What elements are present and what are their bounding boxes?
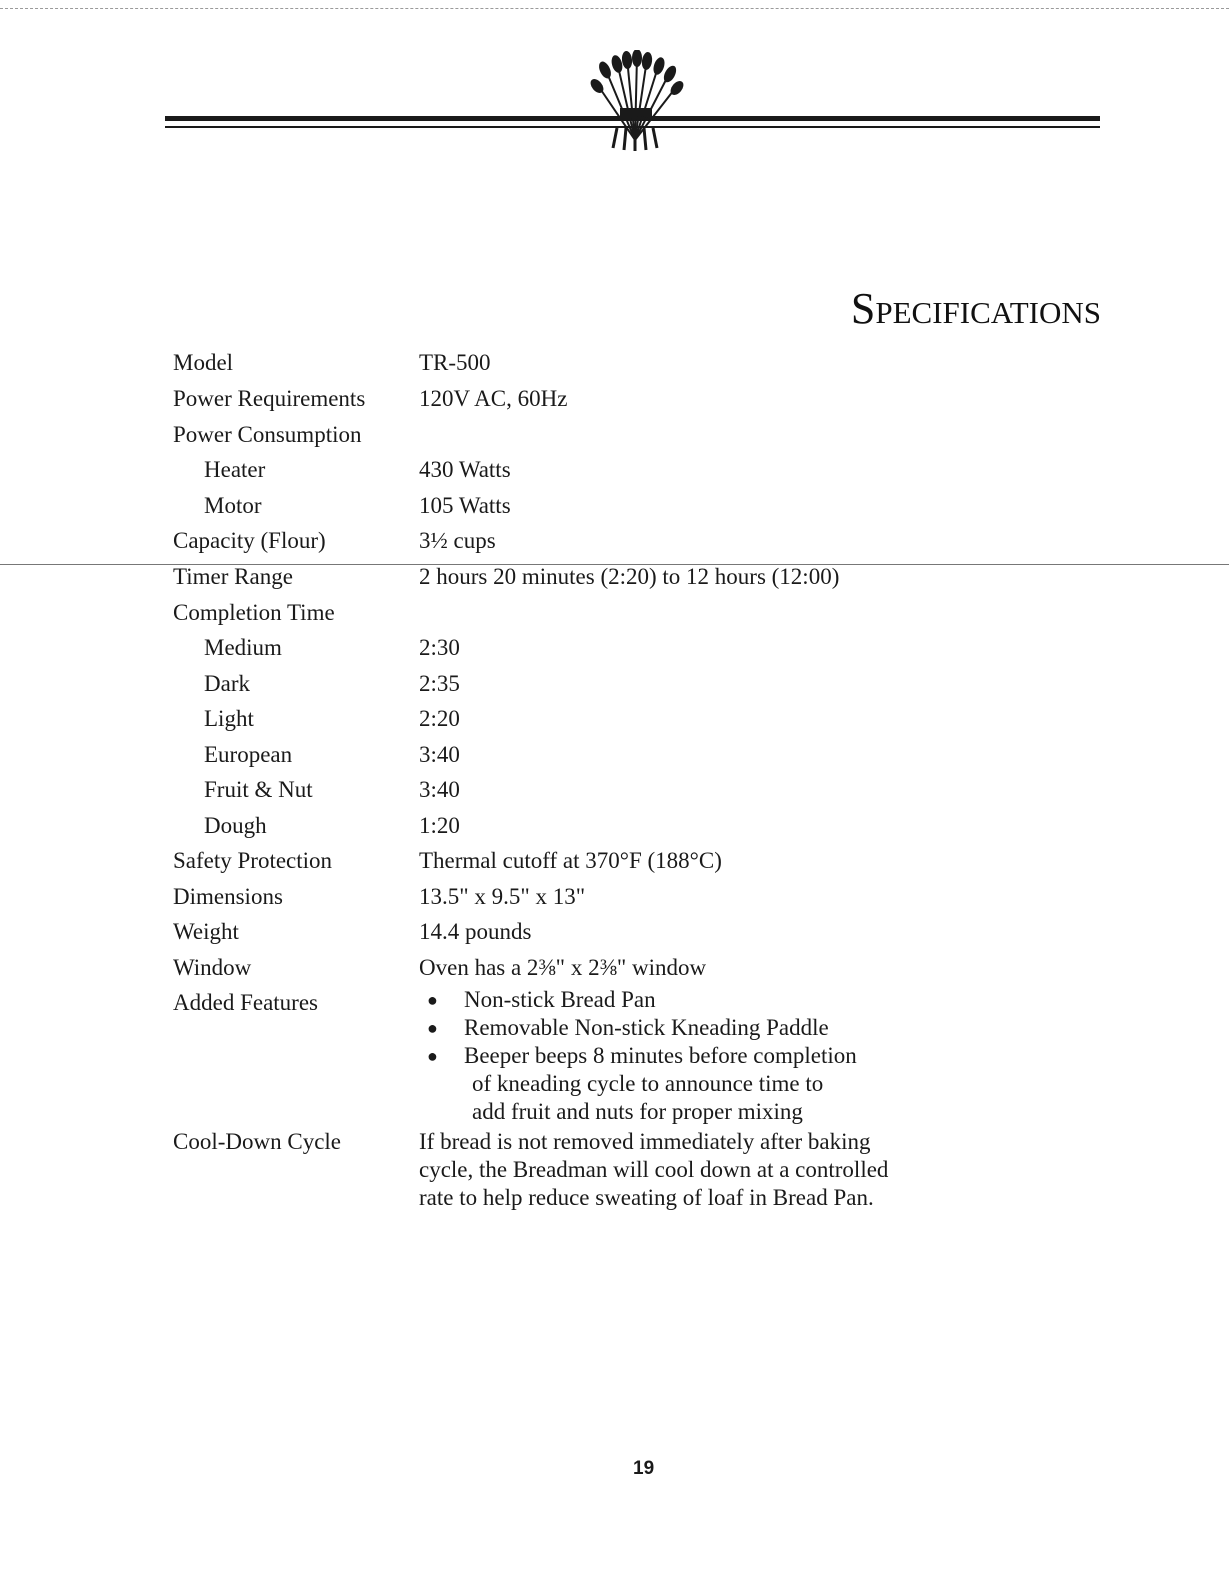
spec-label: Motor — [204, 493, 262, 518]
spec-label: Dimensions — [173, 884, 283, 909]
spec-value: Oven has a 2⅜" x 2⅜" window — [419, 955, 707, 980]
spec-label: Capacity (Flour) — [173, 528, 326, 553]
spec-label: Dough — [204, 813, 267, 838]
spec-row-power-requirements — [173, 381, 1073, 417]
spec-label: Cool-Down Cycle — [173, 1129, 342, 1154]
spec-value: 13.5" x 9.5" x 13" — [419, 884, 586, 909]
spec-label: European — [204, 742, 293, 767]
spec-row-motor — [173, 488, 1073, 524]
spec-value: 105 Watts — [419, 493, 511, 518]
spec-row-medium — [173, 630, 1073, 666]
wheat-sheaf-icon — [165, 50, 1100, 160]
spec-row-timer-range — [173, 559, 1073, 595]
bullet-icon: ● — [427, 990, 438, 1010]
spec-value: 14.4 pounds — [419, 919, 532, 944]
feature-text: Non-stick Bread Pan — [464, 987, 656, 1012]
spec-row-power-consumption — [173, 417, 1073, 453]
feature-text: Removable Non-stick Kneading Paddle — [464, 1015, 829, 1040]
spec-row-fruit-nut — [173, 772, 1073, 808]
spec-label: Window — [173, 955, 252, 980]
spec-label: Power Consumption — [173, 422, 362, 447]
spec-value: TR-500 — [419, 350, 491, 375]
bullet-icon: ● — [427, 1018, 438, 1038]
spec-row-dark — [173, 666, 1073, 702]
spec-label: Power Requirements — [173, 386, 366, 411]
spec-label: Timer Range — [173, 564, 293, 589]
spec-label: Dark — [204, 671, 250, 696]
page-title: Specifications — [850, 284, 1101, 334]
spec-row-european — [173, 737, 1073, 773]
scan-edge-line — [0, 8, 1229, 9]
spec-row-model — [173, 345, 1073, 381]
spec-label: Weight — [173, 919, 239, 944]
spec-row-weight — [173, 914, 1073, 950]
spec-row-safety-protection — [173, 843, 1073, 879]
spec-value: 2 hours 20 minutes (2:20) to 12 hours (12:00) — [419, 564, 840, 589]
spec-value: 2:30 — [419, 635, 460, 660]
spec-value: 430 Watts — [419, 457, 511, 482]
spec-label: Fruit & Nut — [204, 777, 313, 802]
spec-row-capacity — [173, 523, 1073, 559]
spec-row-dough — [173, 808, 1073, 844]
spec-row-light — [173, 701, 1073, 737]
cool-down-description: If bread is not removed immediately after baking cycle, the Breadman will cool down at a controlled rate to help reduce sweating of loaf in Bread Pan. — [419, 1129, 889, 1210]
spec-row-dimensions — [173, 879, 1073, 915]
list-item — [419, 986, 939, 1014]
spec-value: 1:20 — [419, 813, 460, 838]
spec-label: Medium — [204, 635, 282, 660]
spec-value: 3½ cups — [419, 528, 496, 553]
spec-value: 3:40 — [419, 742, 460, 767]
feature-text-continued: add fruit and nuts for proper mixing — [472, 1099, 803, 1124]
spec-row-completion-time — [173, 595, 1073, 631]
spec-label: Safety Protection — [173, 848, 333, 873]
spec-value: Thermal cutoff at 370°F (188°C) — [419, 848, 722, 873]
spec-label: Heater — [204, 457, 266, 482]
spec-value: 2:20 — [419, 706, 460, 731]
spec-value: 3:40 — [419, 777, 460, 802]
list-item — [419, 1042, 939, 1126]
feature-text-continued: of kneading cycle to announce time to — [472, 1071, 824, 1096]
list-item — [419, 1014, 939, 1042]
spec-row-window — [173, 950, 1073, 986]
spec-label: Light — [204, 706, 254, 731]
spec-label: Model — [173, 350, 234, 375]
bullet-icon: ● — [427, 1046, 438, 1066]
features-list — [419, 986, 939, 1126]
page-number: 19 — [633, 1458, 655, 1479]
spec-label: Completion Time — [173, 600, 335, 625]
spec-label: Added Features — [173, 990, 318, 1015]
feature-text: Beeper beeps 8 minutes before completion — [464, 1043, 857, 1068]
spec-row-heater — [173, 452, 1073, 488]
spec-value: 2:35 — [419, 671, 460, 696]
spec-value: 120V AC, 60Hz — [419, 386, 568, 411]
